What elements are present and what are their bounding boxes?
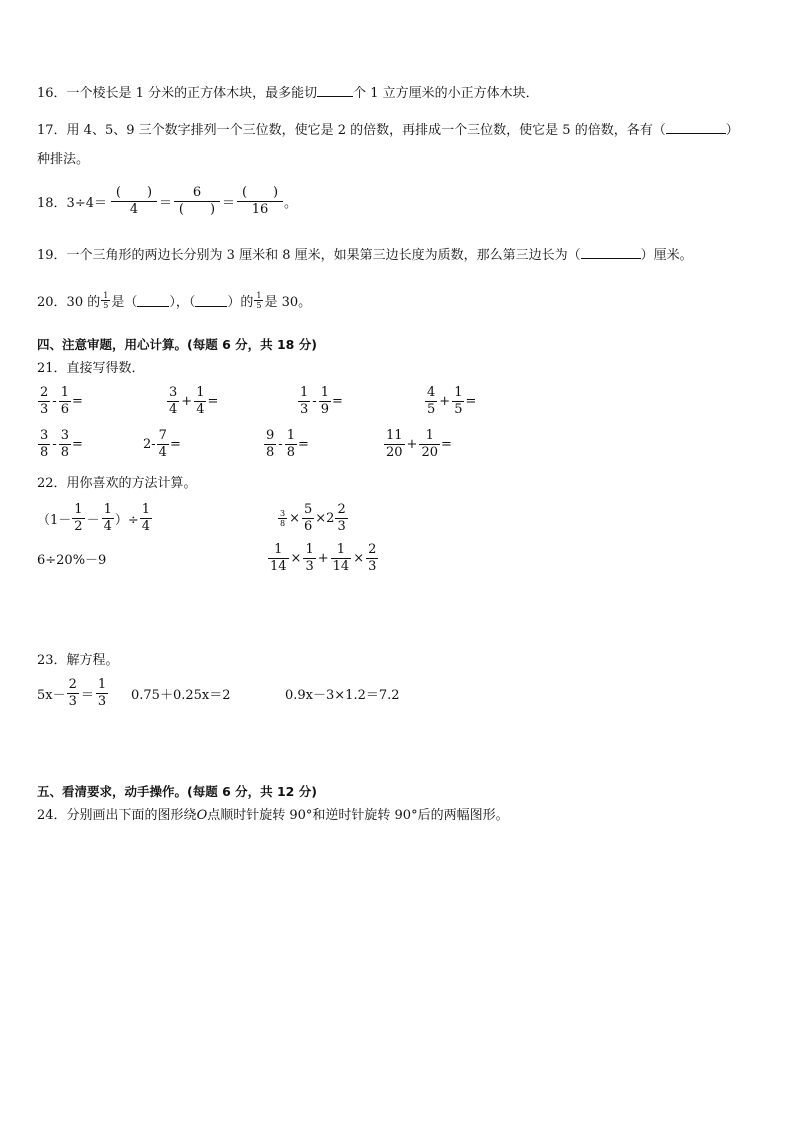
section-heading: 四、注意审题，用心计算。(每题 6 分，共 18 分)	[37, 337, 317, 352]
q22-expression-4	[267, 542, 379, 575]
fraction-numerator: 1	[300, 385, 309, 400]
question-text: 种排法。	[37, 152, 90, 167]
fraction-numerator: 2	[337, 502, 346, 517]
paren-close: ）	[725, 123, 739, 138]
sentence-end: 。	[284, 196, 298, 211]
fraction-denominator: 4	[103, 519, 112, 534]
fraction-numerator: 2	[368, 542, 377, 557]
question-text: 个 1 立方厘米的小正方体木块．	[353, 86, 539, 101]
question-18	[37, 185, 297, 218]
question-20	[37, 291, 311, 310]
fraction-denominator: 8	[286, 445, 295, 460]
operator: ×2	[315, 511, 335, 526]
fraction-denominator: 14	[332, 559, 350, 574]
fraction-numerator: 3	[280, 509, 286, 518]
question-number: 16．	[37, 86, 67, 101]
fraction-numerator: 1	[425, 428, 434, 443]
fraction-numerator: 1	[286, 428, 295, 443]
fraction-denominator: 3	[300, 402, 309, 417]
fraction-numerator: 1	[196, 385, 205, 400]
question-number: 18．	[37, 196, 67, 211]
question-number: 19．	[37, 248, 67, 263]
fraction-denominator: 4	[196, 402, 205, 417]
fraction-numerator: 1	[141, 502, 151, 517]
fraction-denominator: 3	[97, 694, 107, 709]
fraction-denominator: 20	[386, 445, 403, 460]
fraction-numerator: 4	[427, 385, 436, 400]
equals-sign: =	[441, 437, 452, 452]
question-number: 24．	[37, 808, 67, 823]
fraction	[237, 185, 283, 218]
equals-sign: =	[331, 394, 343, 409]
question-23-label: 23．解方程。	[37, 653, 119, 668]
q21-item-8	[383, 428, 452, 461]
expression-lead: 3÷4＝	[66, 196, 107, 211]
answer-blank[interactable]	[581, 246, 641, 259]
point-label: O	[196, 808, 208, 823]
q21-item-1	[37, 385, 83, 418]
fraction	[174, 185, 220, 218]
question-text: ）的	[227, 295, 254, 310]
operator: －	[86, 513, 100, 528]
question-text: 一个三角形的两边长分别为 3 厘米和 8 厘米，如果第三边长度为质数，那么第三边长为（	[66, 248, 581, 263]
section-heading: 五、看清要求，动手操作。(每题 6 分，共 12 分)	[37, 784, 317, 799]
fraction-denominator: 3	[40, 402, 49, 417]
q22-expression-1	[37, 502, 153, 535]
fraction-denominator: 4	[169, 402, 178, 417]
expression-text: ）÷	[114, 513, 139, 528]
q21-item-7	[263, 428, 309, 461]
fraction-numerator: 3	[169, 385, 178, 400]
equals-sign: =	[71, 437, 83, 452]
fraction-denominator: 2	[74, 519, 83, 534]
question-text: ）厘米。	[640, 248, 693, 263]
question-21-label: 21．直接写得数．	[37, 361, 145, 376]
fraction-numerator: 1	[256, 291, 262, 300]
expression-text: 5x－	[37, 688, 66, 703]
fraction-numerator: 1	[97, 677, 107, 692]
fraction	[111, 185, 157, 218]
fraction-denominator: 20	[421, 445, 438, 460]
fraction-denominator: 4	[111, 201, 157, 218]
q23-equation-2: 0.75＋0.25x＝2	[131, 688, 231, 703]
question-text: ），（	[169, 295, 196, 310]
fraction-denominator: 3	[337, 519, 346, 534]
fraction-numerator: 3	[60, 428, 69, 443]
fraction-numerator: 5	[304, 502, 313, 517]
fraction-denominator: 4	[158, 445, 167, 460]
q22-expression-2	[277, 502, 349, 535]
fraction-numerator: 1	[60, 385, 69, 400]
fraction-denominator: 6	[304, 519, 313, 534]
fraction-denominator: 9	[320, 402, 329, 417]
q23-equation-3: 0.9x－3×1.2＝7.2	[285, 688, 400, 703]
fraction-numerator: 1	[454, 385, 463, 400]
q21-item-5	[37, 428, 83, 461]
fraction-denominator: 8	[266, 445, 275, 460]
operator: -	[278, 437, 283, 452]
q21-item-3	[297, 385, 343, 418]
fraction-numerator: 3	[40, 428, 49, 443]
fraction-numerator: 9	[266, 428, 275, 443]
q21-item-4	[424, 385, 476, 418]
operator: +	[181, 394, 193, 409]
question-number: 20．	[37, 295, 67, 310]
operator: ×	[353, 551, 365, 566]
question-text: 是（	[111, 295, 138, 310]
answer-blank[interactable]	[317, 84, 353, 97]
fraction	[254, 291, 263, 310]
operator: +	[406, 437, 418, 452]
fraction	[101, 291, 110, 310]
fraction-numerator: 1	[103, 502, 112, 517]
answer-blank[interactable]	[666, 121, 726, 134]
fraction-denominator-blank[interactable]: ( )	[174, 201, 220, 218]
question-text: 是 30。	[264, 295, 312, 310]
fraction-denominator: 5	[256, 301, 262, 310]
expression-text: （1－	[37, 513, 72, 528]
fraction-denominator: 6	[60, 402, 69, 417]
question-19	[37, 246, 693, 265]
fraction-denominator: 16	[237, 201, 283, 218]
equals-sign: ＝	[80, 688, 94, 703]
fraction-numerator-blank[interactable]: ( )	[241, 185, 279, 200]
fraction-numerator-blank[interactable]: ( )	[115, 185, 153, 200]
question-17	[37, 121, 739, 140]
question-16	[37, 84, 539, 103]
equals-sign: =	[207, 394, 219, 409]
fraction-denominator: 3	[305, 559, 314, 574]
question-number: 17．	[37, 123, 67, 138]
answer-blank[interactable]	[195, 294, 227, 307]
expression-lead: 2-	[143, 437, 156, 452]
fraction-numerator: 1	[274, 542, 283, 557]
equals-sign: =	[169, 437, 181, 452]
fraction-numerator: 7	[158, 428, 167, 443]
fraction-numerator: 11	[386, 428, 403, 443]
operator: +	[439, 394, 451, 409]
fraction-numerator: 2	[40, 385, 49, 400]
fraction-numerator: 2	[68, 677, 77, 692]
question-text: 点顺时针旋转 90°和逆时针旋转 90°后的两幅图形。	[207, 808, 509, 823]
operator: -	[312, 394, 317, 409]
fraction-numerator: 6	[192, 185, 202, 200]
equals-sign: =	[71, 394, 83, 409]
fraction-denominator: 3	[368, 559, 377, 574]
question-text: 30 的	[66, 295, 101, 310]
q21-item-2	[166, 385, 218, 418]
fraction-numerator: 1	[74, 502, 83, 517]
fraction-denominator: 3	[68, 694, 77, 709]
question-text: 一个棱长是 1 分米的正方体木块，最多能切	[66, 86, 318, 101]
equals-sign: ＝	[222, 196, 236, 211]
fraction-denominator: 8	[60, 445, 69, 460]
fraction-denominator: 5	[103, 301, 109, 310]
fraction-numerator: 1	[336, 542, 346, 557]
fraction-numerator: 1	[305, 542, 314, 557]
equals-sign: =	[465, 394, 477, 409]
q23-equation-1	[37, 677, 109, 710]
operator: ×	[290, 551, 302, 566]
question-24	[37, 807, 509, 825]
fraction-denominator: 5	[427, 402, 436, 417]
fraction-denominator: 4	[141, 519, 151, 534]
fraction-denominator: 8	[40, 445, 49, 460]
q21-item-6	[143, 428, 181, 461]
question-text: 分别画出下面的图形绕	[66, 808, 197, 823]
question-22-label: 22．用你喜欢的方法计算。	[37, 476, 197, 491]
fraction-numerator: 1	[320, 385, 329, 400]
operator: -	[52, 437, 57, 452]
equals-sign: ＝	[158, 196, 172, 211]
operator: -	[52, 394, 57, 409]
question-17-cont	[37, 151, 89, 169]
q22-expression-3: 6÷20%－9	[37, 553, 107, 568]
fraction-denominator: 14	[270, 559, 287, 574]
fraction-denominator: 8	[280, 519, 286, 528]
operator: +	[317, 551, 329, 566]
question-text: 用 4、5、9 三个数字排列一个三位数，使它是 2 的倍数，再排成一个三位数，使它是 5 的倍数，各有（	[66, 123, 666, 138]
fraction-numerator: 1	[103, 291, 109, 300]
answer-blank[interactable]	[137, 294, 169, 307]
equals-sign: =	[297, 437, 309, 452]
fraction-denominator: 5	[454, 402, 463, 417]
operator: ×	[289, 511, 300, 526]
